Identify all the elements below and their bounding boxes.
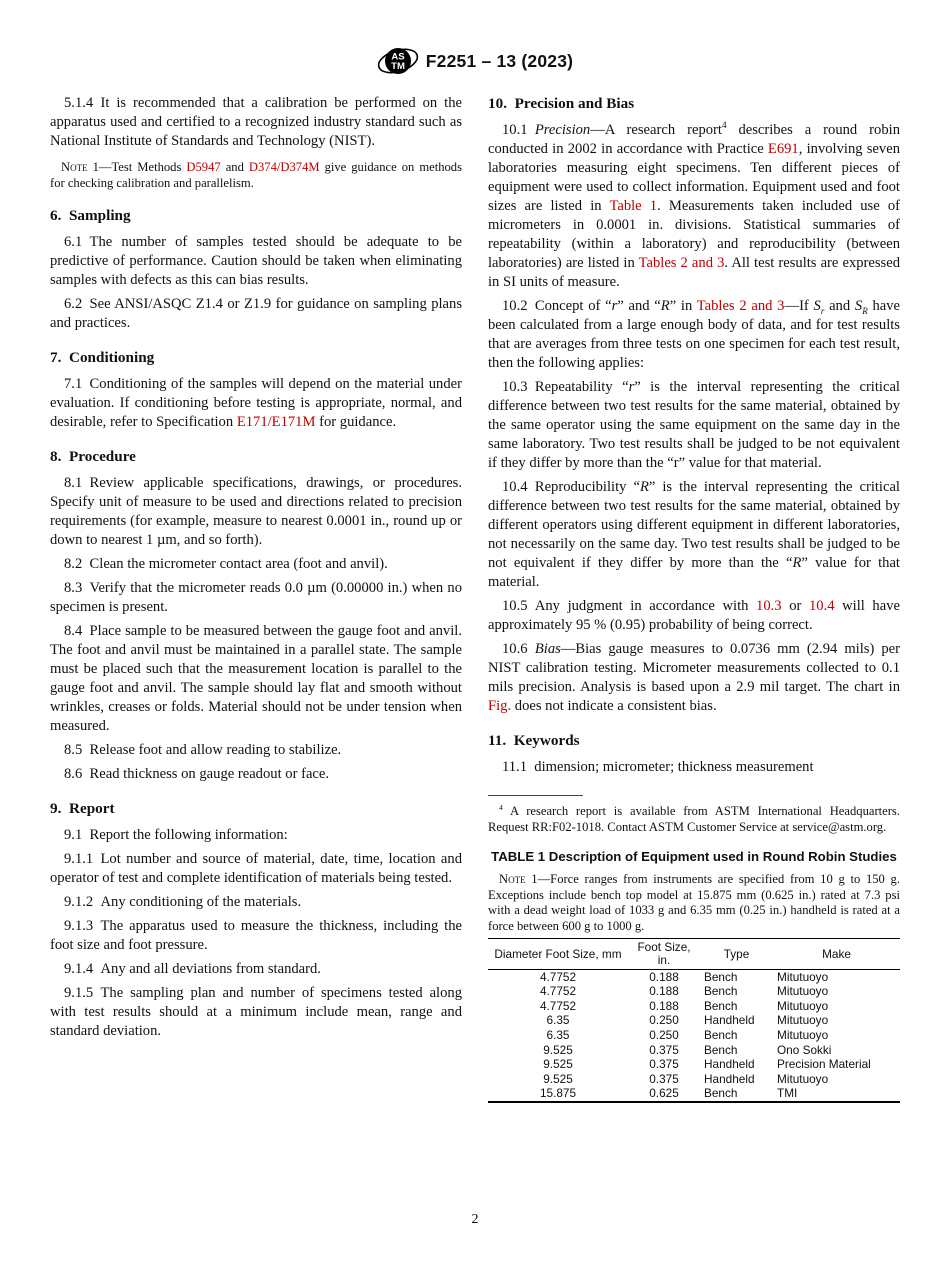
table-cell: Handheld bbox=[704, 1057, 755, 1072]
paragraph-10-3 bbox=[488, 378, 900, 473]
table-cell: Bench bbox=[704, 969, 738, 984]
text-segment: ” in bbox=[669, 298, 697, 314]
reference-link[interactable]: Fig. bbox=[488, 698, 512, 714]
page-number: 2 bbox=[471, 1212, 479, 1227]
paragraph-8-4 bbox=[50, 622, 462, 736]
text-segment: 10.3 Repeatability “ bbox=[502, 379, 629, 395]
text-segment: ” is the interval representing the critical difference between two test results for the same material, obtained by the same operator using the same equipment on the same day in the same laboratory. Two test results shall be judged to be not equivalent if they differ by more than the “r” value for that material. bbox=[488, 379, 900, 471]
reference-link[interactable]: E691 bbox=[767, 141, 799, 157]
reference-link[interactable]: D374/D374M bbox=[248, 160, 320, 174]
text-segment: R bbox=[862, 305, 868, 316]
table-row bbox=[488, 1072, 900, 1087]
table-row bbox=[488, 1043, 900, 1058]
text-segment: ” is the interval representing the critical difference between two test results for the same material, obtained by different operators using different equipment in different laboratories, not necessarily on the same day. Two test results shall be judged to be not equivalent if they differ by more than the “ bbox=[488, 479, 900, 571]
two-column-body bbox=[50, 94, 900, 1103]
table-cell: Bench bbox=[704, 1086, 738, 1101]
text-segment: and bbox=[220, 160, 249, 174]
table-cell: Bench bbox=[704, 1027, 738, 1042]
text-segment: Note bbox=[499, 872, 526, 886]
table-row bbox=[488, 1014, 900, 1029]
text-segment: 10.6 bbox=[502, 641, 535, 657]
text-segment: R bbox=[792, 555, 802, 571]
paragraph-10-5 bbox=[488, 597, 900, 635]
paragraph-10-2 bbox=[488, 297, 900, 373]
text-segment: —If bbox=[784, 298, 814, 314]
reference-link[interactable]: Tables 2 and 3 bbox=[638, 255, 725, 271]
table-cell: 0.625 bbox=[649, 1086, 679, 1101]
text-segment: 5.1.4 It is recommended that a calibration be performed on the apparatus used and certified to a recognized industry standard such as National Institute of Standards and Technology (NIST). bbox=[50, 95, 462, 149]
reference-link[interactable]: 10.3 bbox=[756, 598, 782, 614]
paragraph-9-1-3 bbox=[50, 917, 462, 955]
svg-text:AS: AS bbox=[391, 51, 405, 63]
equipment-table bbox=[488, 938, 900, 1103]
text-segment: 7.1 Conditioning of the samples will depend on the material under evaluation. If conditioning before testing is appropriate, normal, and desirable, refer to Specification bbox=[50, 376, 462, 430]
table-cell: Ono Sokki bbox=[777, 1042, 832, 1057]
text-segment: 6.1 The number of samples tested should be adequate to be predictive of performance. Caution should be taken when eliminating samples with defects as this can bias results. bbox=[50, 234, 462, 288]
text-segment: 11.1 dimension; micrometer; thickness measurement bbox=[502, 759, 814, 775]
table-cell: Bench bbox=[704, 998, 738, 1013]
reference-link[interactable]: 10.4 bbox=[808, 598, 835, 614]
text-segment: ” value for that material. bbox=[488, 555, 900, 590]
equipment-table-head bbox=[488, 939, 900, 970]
table-1-note bbox=[488, 872, 900, 934]
text-segment: 10.2 Concept of “ bbox=[502, 298, 612, 314]
column-header-make: Make bbox=[773, 939, 900, 970]
text-segment: 6.2 See ANSI/ASQC Z1.4 or Z1.9 for guidance on sampling plans and practices. bbox=[50, 296, 462, 331]
table-cell: Handheld bbox=[704, 1013, 755, 1028]
text-segment: Bias bbox=[534, 641, 561, 657]
table-cell: 0.375 bbox=[649, 1071, 679, 1086]
reference-link[interactable]: Table 1 bbox=[609, 198, 658, 214]
table-cell: 9.525 bbox=[543, 1042, 573, 1057]
section-heading-6: 6. Sampling bbox=[50, 207, 131, 224]
text-segment: r bbox=[611, 298, 618, 314]
svg-text:TM: TM bbox=[390, 61, 405, 72]
table-1-block bbox=[488, 849, 900, 1103]
paragraph-7-1 bbox=[50, 375, 462, 432]
table-cell: Handheld bbox=[704, 1071, 755, 1086]
paragraph-9-1-5 bbox=[50, 984, 462, 1041]
text-segment: 10.4 Reproducibility “ bbox=[502, 479, 640, 495]
paragraph-8-5 bbox=[50, 741, 462, 760]
text-segment: 9.1.4 Any and all deviations from standard. bbox=[64, 961, 321, 977]
text-segment: 9.1 Report the following information: bbox=[64, 827, 288, 843]
section-heading-10: 10. Precision and Bias bbox=[488, 95, 635, 112]
paragraph-6-1 bbox=[50, 233, 462, 290]
table-cell: Bench bbox=[704, 984, 738, 999]
right-column bbox=[488, 94, 900, 1103]
table-cell: Bench bbox=[704, 1042, 738, 1057]
text-segment: S bbox=[854, 298, 863, 314]
text-segment: S bbox=[813, 298, 821, 314]
note-1 bbox=[50, 160, 462, 191]
text-segment: or bbox=[781, 598, 809, 614]
text-segment: 1—Test Methods bbox=[87, 160, 187, 174]
table-1-title: TABLE 1 Description of Equipment used in Round Robin Studies bbox=[491, 849, 897, 864]
text-segment: , involving seven laboratories measuring eight specimens. Ten different pieces of equipment were used to collect information. Equipment used and foot sizes are listed in bbox=[488, 141, 900, 214]
section-heading-7: 7. Conditioning bbox=[50, 349, 155, 366]
text-segment: R bbox=[639, 479, 649, 495]
table-cell: 6.35 bbox=[546, 1013, 570, 1028]
table-cell: 0.188 bbox=[649, 998, 679, 1013]
text-segment: 8.2 Clean the micrometer contact area (foot and anvil). bbox=[64, 556, 388, 572]
paragraph-8-6 bbox=[50, 765, 462, 784]
text-segment: 9.1.2 Any conditioning of the materials. bbox=[64, 894, 302, 910]
paragraph-10-1 bbox=[488, 121, 900, 292]
astm-logo-icon bbox=[377, 44, 419, 78]
text-segment: —Bias gauge measures to 0.0736 mm (2.94 mils) per NIST calibration testing. Micrometer measurements collected to 0.1 mils precision. Analysis is based upon a 2.9 mil target. The chart in bbox=[488, 641, 900, 695]
table-cell: 0.188 bbox=[649, 969, 679, 984]
left-column bbox=[50, 94, 462, 1103]
text-segment: 10.1 bbox=[502, 122, 535, 138]
table-row bbox=[488, 970, 900, 985]
text-segment: 8.4 Place sample to be measured between the gauge foot and anvil. The foot and anvil must be maintained in a parallel state. The sample must be placed such that the measurement location is parallel to the gauge foot and anvil. The sample should lay flat and smooth without wrinkles, creases or folds. Material should not be under tension when measured. bbox=[50, 623, 462, 734]
table-cell: Mitutuoyo bbox=[777, 1071, 829, 1086]
table-row bbox=[488, 1087, 900, 1103]
reference-link[interactable]: D5947 bbox=[186, 160, 221, 174]
paragraph-9-1-1 bbox=[50, 850, 462, 888]
footnote-divider bbox=[488, 795, 583, 796]
column-header-foot-size-in: Foot Size, in. bbox=[628, 939, 700, 970]
table-cell: Mitutuoyo bbox=[777, 984, 829, 999]
table-cell: Mitutuoyo bbox=[777, 998, 829, 1013]
document-header bbox=[0, 0, 950, 78]
column-header-diameter-foot-size-mm: Diameter Foot Size, mm bbox=[488, 939, 628, 970]
equipment-table-body bbox=[488, 970, 900, 1103]
reference-link[interactable]: E171/E171M bbox=[236, 414, 316, 430]
text-segment: 8.5 Release foot and allow reading to stabilize. bbox=[64, 742, 342, 758]
paragraph-9-1 bbox=[50, 826, 462, 845]
paragraph-9-1-2 bbox=[50, 893, 462, 912]
text-segment: Note bbox=[61, 160, 88, 174]
text-segment: 8.3 Verify that the micrometer reads 0.0 µm (0.00000 in.) when no specimen is present. bbox=[50, 580, 462, 615]
text-segment: . All test results are expressed in SI units of measure. bbox=[488, 255, 901, 290]
table-cell: 0.250 bbox=[649, 1013, 679, 1028]
reference-link[interactable]: Tables 2 and 3 bbox=[696, 298, 785, 314]
paragraph-10-6 bbox=[488, 640, 900, 716]
header-row bbox=[488, 939, 900, 970]
text-segment: R bbox=[660, 298, 670, 314]
table-cell: 0.375 bbox=[649, 1042, 679, 1057]
paragraph-6-2 bbox=[50, 295, 462, 333]
paragraph-9-1-4 bbox=[50, 960, 462, 979]
table-cell: 4.7752 bbox=[539, 984, 577, 999]
table-cell: 4.7752 bbox=[539, 969, 577, 984]
text-segment: Precision bbox=[534, 122, 591, 138]
text-segment: 4 bbox=[721, 120, 727, 131]
text-segment: does not indicate a consistent bias. bbox=[511, 698, 717, 714]
standard-designation: F2251 – 13 (2023) bbox=[425, 50, 574, 71]
table-row bbox=[488, 1028, 900, 1043]
table-cell: TMI bbox=[777, 1086, 798, 1101]
text-segment: 9.1.3 The apparatus used to measure the thickness, including the foot size and foot pressure. bbox=[50, 918, 462, 953]
text-segment: 10.5 Any judgment in accordance with bbox=[502, 598, 757, 614]
text-segment: 1—Force ranges from instruments are specified from 10 g to 150 g. Exceptions include bench top model at 15.875 mm (0.625 in.) rated at 7.3 psi with a dead weight load of 1033 g and 6.35 mm (0.25 in.) handheld is rated at a force between 600 g to 1000 g. bbox=[488, 872, 900, 933]
text-segment: give guidance on methods for checking calibration and parallelism. bbox=[50, 160, 462, 190]
footnote-4 bbox=[488, 804, 900, 835]
section-heading-8: 8. Procedure bbox=[50, 448, 136, 465]
text-segment: and bbox=[824, 298, 855, 314]
text-segment: ” and “ bbox=[617, 298, 661, 314]
text-segment: will have approximately 95 % (0.95) probability of being correct. bbox=[488, 598, 900, 633]
table-cell: 4.7752 bbox=[539, 998, 577, 1013]
paragraph-10-4 bbox=[488, 478, 900, 592]
table-cell: 9.525 bbox=[543, 1071, 573, 1086]
text-segment: 8.6 Read thickness on gauge readout or face. bbox=[64, 766, 330, 782]
text-segment: 4 bbox=[499, 802, 503, 812]
table-cell: 0.375 bbox=[649, 1057, 679, 1072]
paragraph-8-3 bbox=[50, 579, 462, 617]
section-heading-9: 9. Report bbox=[50, 800, 115, 817]
paragraph-8-1 bbox=[50, 474, 462, 550]
text-segment: describes a round robin conducted in 2002 in accordance with Practice bbox=[488, 122, 900, 157]
paragraph-11-1 bbox=[488, 758, 900, 777]
paragraph-8-2 bbox=[50, 555, 462, 574]
table-row bbox=[488, 985, 900, 1000]
table-cell: 0.250 bbox=[649, 1027, 679, 1042]
table-row bbox=[488, 999, 900, 1014]
table-cell: Mitutuoyo bbox=[777, 1013, 829, 1028]
table-cell: 15.875 bbox=[539, 1086, 577, 1101]
text-segment: 9.1.5 The sampling plan and number of specimens tested along with test results should at a minimum include mean, range and standard deviation. bbox=[50, 985, 462, 1039]
text-segment: —A research report bbox=[590, 122, 722, 138]
table-cell: 6.35 bbox=[546, 1027, 570, 1042]
column-header-type: Type bbox=[700, 939, 773, 970]
table-cell: Mitutuoyo bbox=[777, 1027, 829, 1042]
text-segment: 8.1 Review applicable specifications, drawings, or procedures. Specify unit of measure to be used and directions related to precision requirements (for example, measure to nearest 0.0001 in., round up or down to nearest 1 µm, and so forth). bbox=[50, 475, 462, 548]
text-segment: r bbox=[628, 379, 635, 395]
text-segment: . Measurements taken included use of micrometers in 0.0001 in. divisions. Statistical summaries of repeatability (within a laboratory) and reproducibility (between laboratories) are listed in bbox=[488, 198, 900, 271]
text-segment: r bbox=[820, 305, 825, 316]
text-segment: have been calculated from a large enough body of data, and for test results that are averages from three tests on one specimen for each test result, then the following applies: bbox=[488, 298, 900, 371]
text-segment: A research report is available from ASTM International Headquarters. Request RR:F02-1018. Contact ASTM Customer Service at service@astm.org. bbox=[488, 804, 900, 834]
table-row bbox=[488, 1058, 900, 1073]
text-segment: for guidance. bbox=[315, 414, 397, 430]
paragraph-5-1-4 bbox=[50, 94, 462, 151]
table-cell: 0.188 bbox=[649, 984, 679, 999]
text-segment: 9.1.1 Lot number and source of material, date, time, location and operator of test and complete identification of materials being tested. bbox=[50, 851, 462, 886]
section-heading-11: 11. Keywords bbox=[488, 732, 580, 749]
table-cell: Mitutuoyo bbox=[777, 969, 829, 984]
table-cell: 9.525 bbox=[543, 1057, 573, 1072]
table-cell: Precision Material bbox=[777, 1057, 871, 1072]
